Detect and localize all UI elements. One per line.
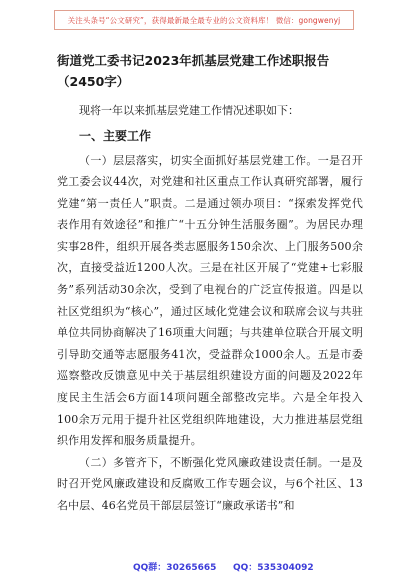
header-banner <box>54 10 354 30</box>
footer-contact <box>0 558 408 576</box>
footer-qq-number: QQ：535304092 <box>233 563 314 573</box>
footer-qq-group: QQ群：30265665 <box>133 563 217 573</box>
banner-text: 关注头条号“公文研究”，获得最新最全最专业的公文资料库！ 微信：gongwenyj <box>67 15 341 25</box>
intro-paragraph: 现将一年以来抓基层党建工作情况述职如下： <box>79 104 299 117</box>
document-title: 街道党工委书记2023年抓基层党建工作述职报告（2450字） <box>57 53 330 89</box>
section-heading: 一、主要工作 <box>79 128 152 143</box>
body-paragraph: （二）多管齐下，不断强化党风廉政建设责任制。一是及时召开党风廉政建设和反腐败工作专题会议，与6个社区、13名中层、46名党员干部层层签订“廉政承诺书”和 <box>57 455 363 512</box>
document-body <box>57 50 363 517</box>
body-paragraph: （一）层层落实，切实全面抓好基层党建工作。一是召开党工委会议44次，对党建和社区重点工作认真研究部署，履行党建“第一责任人”职责。二是通过领办项目：“探索发挥党代表作用有效途径”和推广“十五分钟生活服务圈”。为居民办理实事28件，组织开展各类志愿服务150余次、上门服务500余次，直接受益近1200人次。三是在社区开展了“党建+七彩服务”系列活动30余次，受到了电视台的广泛宣传报道。四是以社区党组织为“核心”，通过区域化党建会议和联席会议与共驻单位共同协商解决了16项重大问题；与共建单位联合开展文明引导助交通等志愿服务41次，受益群众1000余人。五是市委巡察整改反馈意见中关于基层组织建设方面的问题及2022年度民主生活会6方面14项问题全部整改完毕。六是全年投入100余万元用于提升社区党组织阵地建设，大力推进基层党组织作用发挥和服务质量提升。 <box>57 153 363 448</box>
